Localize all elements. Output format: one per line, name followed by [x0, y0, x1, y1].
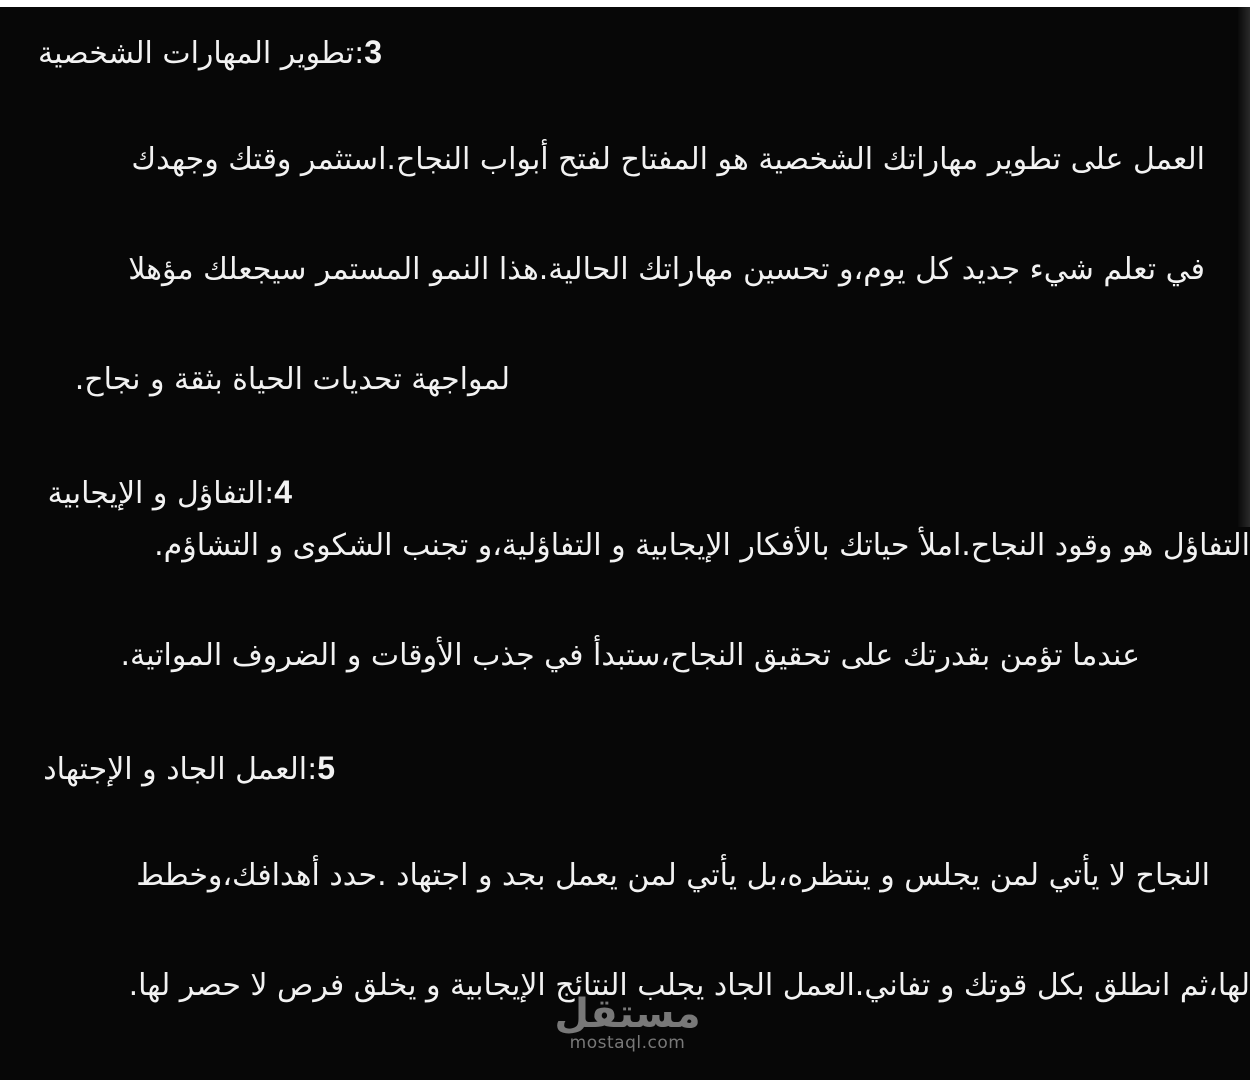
- section-3-line-2: في تعلم شيء جديد كل يوم،و تحسين مهاراتك الحالية.هذا النمو المستمر سيجعلك مؤهلا: [128, 252, 1205, 287]
- section-number: 4: [274, 474, 292, 510]
- section-5-line-2: لها،ثم انطلق بكل قوتك و تفاني.العمل الجاد يجلب النتائج الإيجابية و يخلق فرص لا حصر لها.: [128, 968, 1250, 1003]
- section-number: 3: [364, 34, 382, 70]
- section-3-heading: [38, 32, 382, 74]
- mostaql-watermark: [545, 991, 710, 1053]
- section-3-line-3: لمواجهة تحديات الحياة بثقة و نجاح.: [74, 362, 510, 397]
- top-edge: [0, 0, 1250, 7]
- section-3-line-1: العمل على تطوير مهاراتك الشخصية هو المفتاح لفتح أبواب النجاح.استثمر وقتك وجهدك: [131, 142, 1205, 177]
- section-4-heading: [48, 472, 292, 514]
- section-heading-text: :تطوير المهارات الشخصية: [38, 36, 365, 71]
- side-strip: [1238, 7, 1250, 527]
- section-4-line-1: التفاؤل هو وقود النجاح.املأ حياتك بالأفكار الإيجابية و التفاؤلية،و تجنب الشكوى و التشاؤم.: [154, 528, 1250, 563]
- watermark-logo: مستقل: [554, 991, 701, 1037]
- section-5-heading: [43, 748, 335, 790]
- section-4-line-2: عندما تؤمن بقدرتك على تحقيق النجاح،ستبدأ في جذب الأوقات و الضروف المواتية.: [120, 638, 1140, 673]
- section-heading-text: :التفاؤل و الإيجابية: [47, 476, 275, 511]
- section-heading-text: :العمل الجاد و الإجتهاد: [43, 752, 318, 787]
- section-number: 5: [317, 750, 335, 786]
- watermark-url: mostaql.com: [569, 1033, 686, 1053]
- section-5-line-1: النجاح لا يأتي لمن يجلس و ينتظره،بل يأتي لمن يعمل بجد و اجتهاد .حدد أهدافك،وخطط: [136, 858, 1210, 893]
